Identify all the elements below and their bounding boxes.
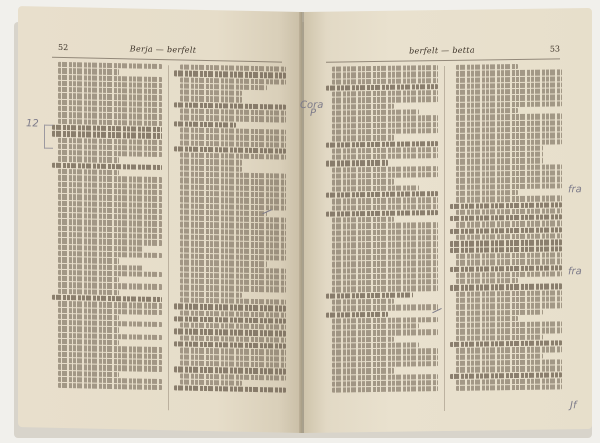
text-line [456,190,518,196]
text-line [456,221,562,228]
text-line [332,317,438,324]
text-line [326,311,388,317]
text-line [332,223,438,230]
text-line [456,139,562,146]
text-line [456,309,543,316]
text-line [456,385,562,392]
left-page-number: 52 [58,42,69,53]
pencil-mark-jf: Jf [570,400,577,412]
text-line [332,217,394,223]
text-line [456,328,562,335]
text-line [332,348,438,355]
text-line [332,286,438,293]
pencil-mark-fra-2: fra [568,266,582,278]
text-line [332,135,394,141]
pencil-mark-p: P [310,107,317,119]
text-line [326,292,413,299]
text-line [456,366,562,373]
text-line [456,259,562,266]
text-line [326,210,438,217]
text-line [326,160,388,166]
pencil-mark-right-inner: Cora [300,99,324,112]
right-column-1 [326,65,438,415]
text-line [332,128,438,135]
right-page [300,8,592,433]
open-book [18,12,590,433]
text-line [450,240,562,247]
text-line [180,96,242,103]
left-column-1 [52,62,162,412]
text-line [456,114,562,121]
right-running-head: berfelt — betta [409,45,475,56]
text-line [332,330,438,337]
left-page [18,6,302,433]
text-line [332,386,438,393]
text-line [456,133,562,140]
text-line [456,347,562,354]
text-line [58,68,119,75]
text-line [58,383,162,390]
text-line [332,71,438,78]
text-line [58,326,119,333]
pencil-mark-left: 12 [26,118,39,130]
right-page-number: 53 [549,44,560,54]
text-line [332,179,394,185]
text-line [456,177,562,184]
text-line [332,368,394,374]
text-line [332,104,394,110]
text-line [332,299,394,305]
text-line [332,116,438,123]
text-line [456,101,562,108]
text-line [332,153,438,160]
text-line [456,278,518,284]
text-line [180,159,242,166]
text-line [456,64,518,70]
text-line [332,97,438,104]
text-line [332,304,438,311]
pencil-mark-fra-1: fra [568,184,582,196]
text-line [456,108,518,114]
text-line [332,197,438,204]
text-line [456,303,562,310]
pencil-bracket-left [44,125,53,149]
text-line [58,156,119,163]
text-line [456,196,562,203]
left-column-2 [174,64,286,414]
text-line [456,183,562,190]
left-column-divider [168,65,169,410]
text-line [332,241,438,248]
text-line [332,172,438,179]
text-line [180,260,267,267]
text-line [332,361,438,368]
text-line [456,271,562,278]
left-running-head: Berja — berfelt [129,44,197,55]
right-column-divider [444,66,445,411]
text-line [456,158,543,165]
text-line [174,385,286,393]
text-line [456,316,518,322]
right-column-2 [450,63,562,413]
text-line [332,260,438,267]
text-line [58,257,119,264]
text-line [332,337,394,343]
text-line [456,70,562,77]
text-line [58,370,119,377]
